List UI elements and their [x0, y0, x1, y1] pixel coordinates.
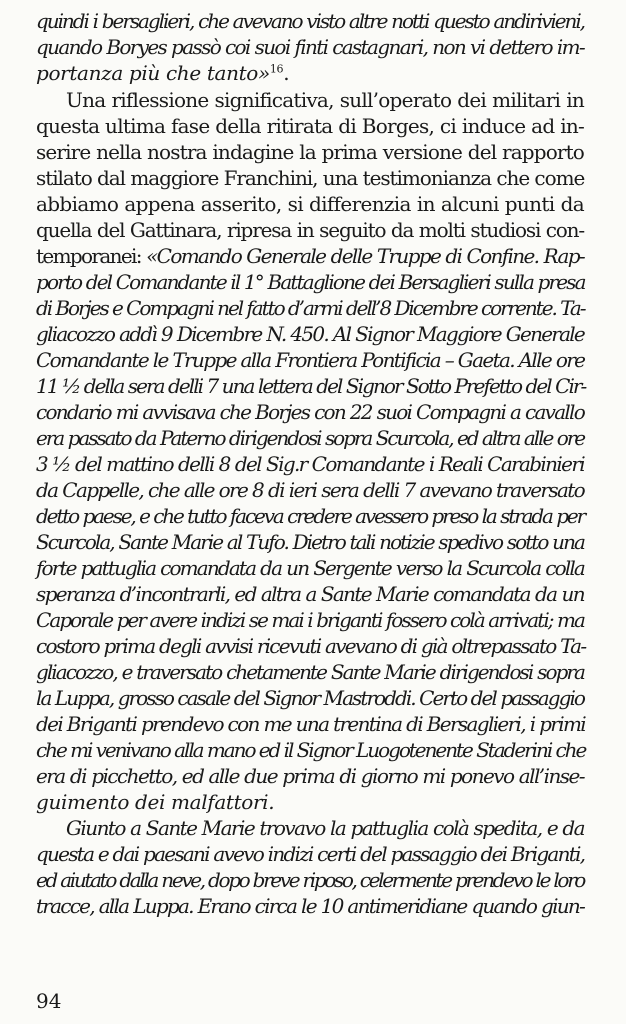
text-line: costoro prima degli avvisi ricevuti avevano di già oltrepassato Ta- — [36, 634, 586, 658]
text-line: Comandante le Truppe alla Frontiera Pontificia – Gaeta. Alle ore — [36, 348, 585, 372]
text-line: portanza più che tanto»$^{16}$. — [36, 61, 290, 85]
text-line: che mi venivano alla mano ed il Signor Luogotenente Staderini che — [36, 738, 586, 762]
text-line: da Cappelle, che alle ore 8 di ieri sera delli 7 avevano traversato — [36, 478, 584, 502]
text-line: temporanei: «Comando Generale delle Truppe di Confine. Rap- — [36, 244, 584, 268]
paragraph-start-line: Giunto a Sante Marie trovavo la pattuglia colà spedita, e da — [66, 816, 584, 840]
text-line: serire nella nostra indagine la prima versione del rapporto — [36, 140, 584, 164]
footnote-marker: 16 — [269, 62, 284, 76]
text-line: quando Boryes passò coi suoi finti castagnari, non vi dettero im- — [36, 35, 584, 59]
text-line: tracce, alla Luppa. Erano circa le 10 antimeridiane quando giun- — [36, 894, 584, 918]
text-line: di Borjes e Compagni nel fatto d’armi dell’8 Dicembre corrente. Ta- — [36, 296, 585, 320]
paragraph-start-line: Una riflessione significativa, sull’operato dei militari in — [66, 88, 584, 112]
text-line: era di picchetto, ed alle due prima di giorno mi ponevo all’inse- — [36, 764, 584, 788]
text-line: gliacozzo addì 9 Dicembre N. 450. Al Signor Maggiore Generale — [36, 322, 584, 346]
text-line: detto paese, e che tutto faceva credere avessero preso la strada per — [36, 504, 584, 528]
text-line: condario mi avvisava che Borjes con 22 suoi Compagni a cavallo — [36, 400, 584, 424]
text-line: Scurcola, Sante Marie al Tufo. Dietro tali notizie spedivo sotto una — [36, 530, 584, 554]
text-line: la Luppa, grosso casale del Signor Mastroddi. Certo del passaggio — [36, 686, 584, 710]
text-line: guimento dei malfattori. — [36, 790, 275, 814]
text-line: abbiamo appena asserito, si differenzia in alcuni punti da — [36, 192, 584, 216]
text-line: dei Briganti prendevo con me una trentina di Bersaglieri, i primi — [36, 712, 586, 736]
text-line: speranza d’incontrarli, ed altra a Sante Marie comandata da un — [36, 582, 584, 606]
text-line: questa ultima fase della ritirata di Borges, ci induce ad in- — [36, 114, 584, 138]
text-line: ed aiutato dalla neve, dopo breve riposo, celermente prendevo le loro — [36, 868, 584, 892]
page-number: 94 — [36, 989, 62, 1013]
text-line: questa e dai paesani avevo indizi certi del passaggio dei Briganti, — [36, 842, 585, 866]
text-line: era passato da Paterno dirigendosi sopra Scurcola, ed altra alle ore — [36, 426, 584, 450]
text-line: forte pattuglia comandata da un Sergente verso la Scurcola colla — [36, 556, 584, 580]
text-line: stilato dal maggiore Franchini, una testimonianza che come — [36, 166, 585, 190]
text-line: quella del Gattinara, ripresa in seguito da molti studiosi con- — [36, 218, 584, 242]
text-line: porto del Comandante il 1° Battaglione dei Bersaglieri sulla presa — [36, 270, 585, 294]
text-line: quindi i bersaglieri, che avevano visto altre notti questo andirivieni, — [36, 9, 584, 33]
text-line: 11 ½ della sera delli 7 una lettera del Signor Sotto Prefetto del Cir- — [36, 374, 586, 398]
text-line: Caporale per avere indizi se mai i briganti fossero colà arrivati; ma — [36, 608, 584, 632]
text-line: 3 ½ del mattino delli 8 del Sig.r Comandante i Reali Carabinieri — [36, 452, 584, 476]
text-line: gliacozzo, e traversato chetamente Sante Marie dirigendosi sopra — [36, 660, 584, 684]
